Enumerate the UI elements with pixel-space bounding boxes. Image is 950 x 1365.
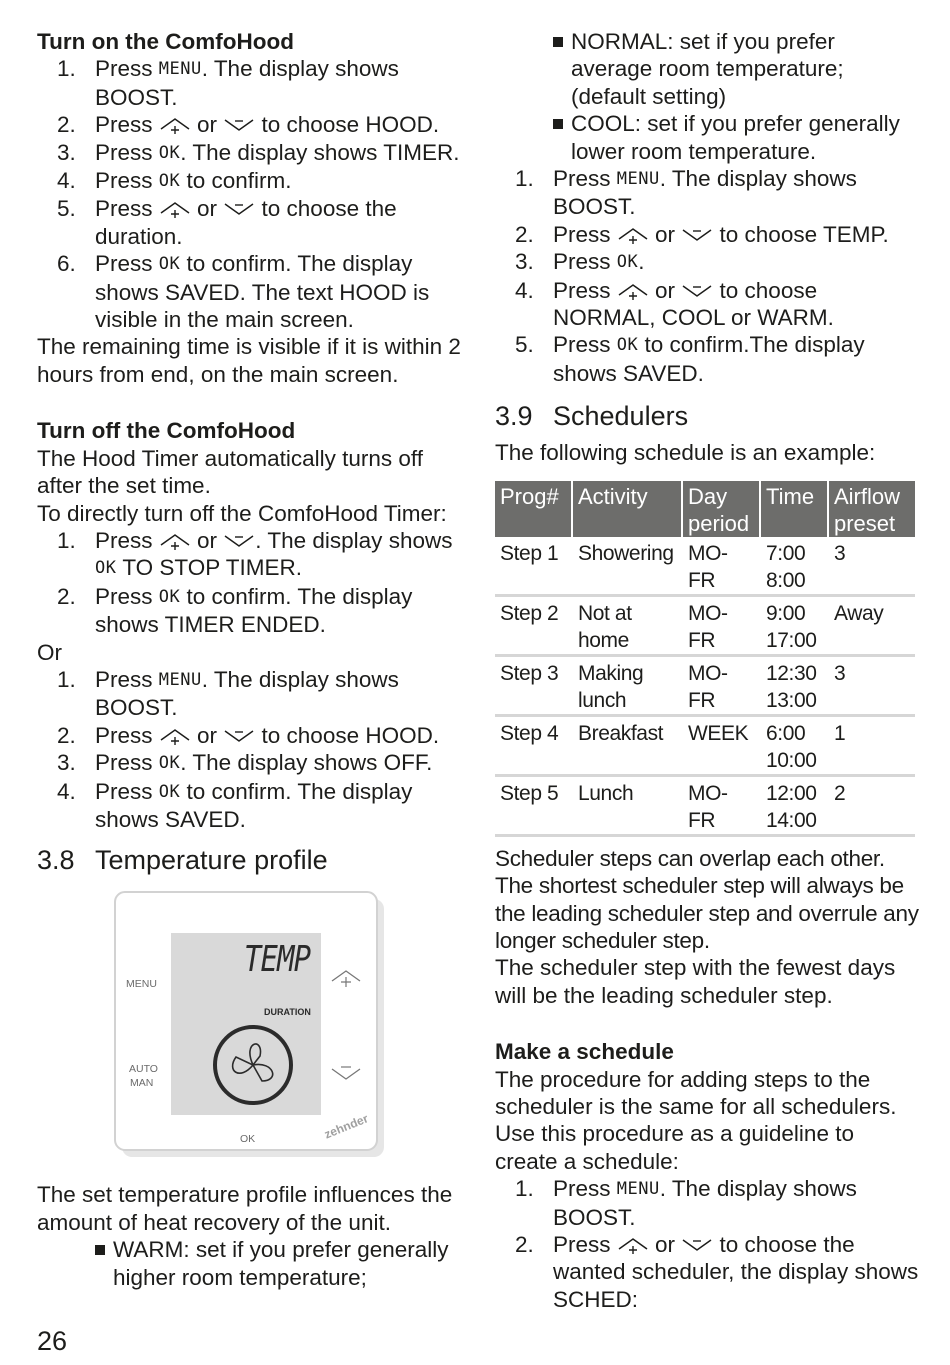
list-item: 1. Press MENU. The display shows BOOST.	[515, 1176, 857, 1230]
ok-key: OK	[616, 252, 639, 273]
up-arrow-icon	[617, 281, 649, 301]
schedule-table	[495, 481, 915, 837]
list-item: 2. Press or to choose TEMP.	[515, 221, 889, 247]
ok-key: OK	[158, 753, 181, 774]
column-header: Activity	[572, 481, 682, 537]
list-item: 1. Press MENU. The display shows BOOST.	[515, 166, 857, 220]
make-schedule-intro: The procedure for adding steps to the scheduler is the same for all schedulers. Use this procedure as a guideline to create a schedule:	[495, 1066, 897, 1174]
list-item: 1. Press MENU. The display shows BOOST.	[57, 56, 399, 110]
list-item: 1. Press MENU. The display shows BOOST.	[57, 666, 399, 721]
list-item: 3. Press OK.	[515, 249, 645, 275]
ok-key: OK	[616, 335, 639, 356]
ok-key: OK	[158, 142, 181, 163]
column-header: Time	[760, 481, 828, 537]
right-column	[495, 28, 920, 1313]
up-arrow-icon	[159, 531, 191, 551]
down-arrow-icon	[223, 199, 255, 219]
control-panel-illustration	[114, 891, 394, 1161]
down-arrow-icon	[681, 281, 713, 301]
list-item: 2. Press or to choose HOOD.	[57, 722, 440, 748]
schedule-intro: The following schedule is an example:	[495, 440, 876, 466]
down-arrow-icon	[681, 225, 713, 245]
menu-key: MENU	[158, 669, 202, 690]
column-header: Airflow preset	[828, 481, 915, 537]
fewest-days-note: The scheduler step with the fewest days will be the leading scheduler step.	[495, 955, 896, 1008]
turn-on-title: Turn on the ComfoHood	[37, 29, 295, 54]
ok-button-label: OK	[240, 1133, 256, 1146]
table-row: Step 5 Lunch MO-FR 12:00 14:00 2	[495, 775, 915, 835]
up-arrow-icon	[159, 115, 191, 135]
ok-key: OK	[158, 586, 181, 607]
auto-label: AUTO	[129, 1063, 158, 1076]
ok-key: OK	[158, 171, 181, 192]
table-header-row	[495, 481, 915, 537]
or-label: Or	[37, 639, 62, 665]
list-item: COOL: set if you prefer generally lower room temperature.	[543, 110, 920, 165]
list-item: 5. Press or to choose the duration.	[57, 196, 397, 249]
ok-key: OK	[158, 781, 181, 802]
list-item: 2. Press or to choose the wanted scheduler, the display shows SCHED:	[515, 1231, 919, 1312]
up-arrow-icon	[159, 726, 191, 746]
list-item: 4. Press OK to confirm.	[57, 168, 292, 194]
table-row: Step 2 Not at home MO-FR 9:00 17:00 Away	[495, 595, 915, 655]
list-item: 3. Press OK. The display shows OFF.	[57, 750, 433, 776]
up-arrow-icon	[617, 225, 649, 245]
menu-button-label: MENU	[126, 978, 157, 991]
up-arrow-icon	[159, 199, 191, 219]
column-header: Day period	[682, 481, 760, 537]
list-item: 2. Press OK to confirm. The display shows TIMER ENDED.	[57, 583, 413, 638]
list-item: NORMAL: set if you prefer average room temperature; (default setting)	[543, 28, 920, 110]
ok-key: OK	[95, 558, 117, 579]
list-item: 3. Press OK. The display shows TIMER.	[57, 139, 460, 165]
list-item: WARM: set if you prefer generally higher room temperature;	[85, 1236, 467, 1291]
ok-key: OK	[158, 254, 181, 275]
section-heading: 3.8 Temperature profile	[37, 845, 328, 876]
profile-intro: The set temperature profile influences the amount of heat recovery of the unit.	[37, 1182, 453, 1235]
table-row: Step 3 Making lunch MO-FR 12:30 13:00 3	[495, 655, 915, 715]
page-number: 26	[37, 1326, 68, 1356]
display-screen-text: TEMP	[244, 939, 311, 981]
turn-off-intro: The Hood Timer automatically turns off after the set time.	[37, 445, 424, 499]
overlap-note: Scheduler steps can overlap each other. The shortest scheduler step will always be the leading scheduler step and overrule any longer scheduler step.	[495, 845, 919, 953]
make-schedule-title: Make a schedule	[495, 1039, 674, 1065]
column-header: Prog#	[495, 481, 572, 537]
duration-label: DURATION	[264, 1007, 311, 1018]
list-item: 4. Press or to choose NORMAL, COOL or WARM.	[515, 277, 834, 331]
table-row: Step 4 Breakfast WEEK 6:00 10:00 1	[495, 715, 915, 775]
down-arrow-icon	[223, 726, 255, 746]
up-arrow-icon	[617, 1235, 649, 1255]
table-row: Step 1 Showering MO-FR 7:00 8:00 3	[495, 537, 915, 596]
left-column	[37, 28, 467, 1291]
menu-key: MENU	[616, 1179, 660, 1200]
list-item: 6. Press OK to confirm. The display shows SAVED. The text HOOD is visible in the main screen.	[57, 251, 430, 333]
section-heading: 3.9 Schedulers	[495, 401, 689, 432]
zehnder-logo: zehnder	[322, 1111, 371, 1142]
menu-key: MENU	[158, 59, 202, 80]
down-arrow-icon	[223, 115, 255, 135]
down-arrow-icon	[223, 531, 255, 551]
turn-off-intro: To directly turn off the ComfoHood Timer:	[37, 500, 447, 526]
list-item: 4. Press OK to confirm. The display shows SAVED.	[57, 778, 413, 832]
list-item: 5. Press OK to confirm.The display shows SAVED.	[515, 332, 865, 386]
list-item: 1. Press or . The display shows OK TO STOP TIMER.	[57, 527, 453, 581]
menu-key: MENU	[616, 169, 660, 190]
down-arrow-icon	[681, 1235, 713, 1255]
turn-off-title: Turn off the ComfoHood	[37, 418, 296, 444]
man-label: MAN	[130, 1077, 154, 1090]
remaining-note: The remaining time is visible if it is within 2 hours from end, on the main screen.	[37, 334, 461, 387]
list-item: 2. Press or to choose HOOD.	[57, 112, 440, 138]
